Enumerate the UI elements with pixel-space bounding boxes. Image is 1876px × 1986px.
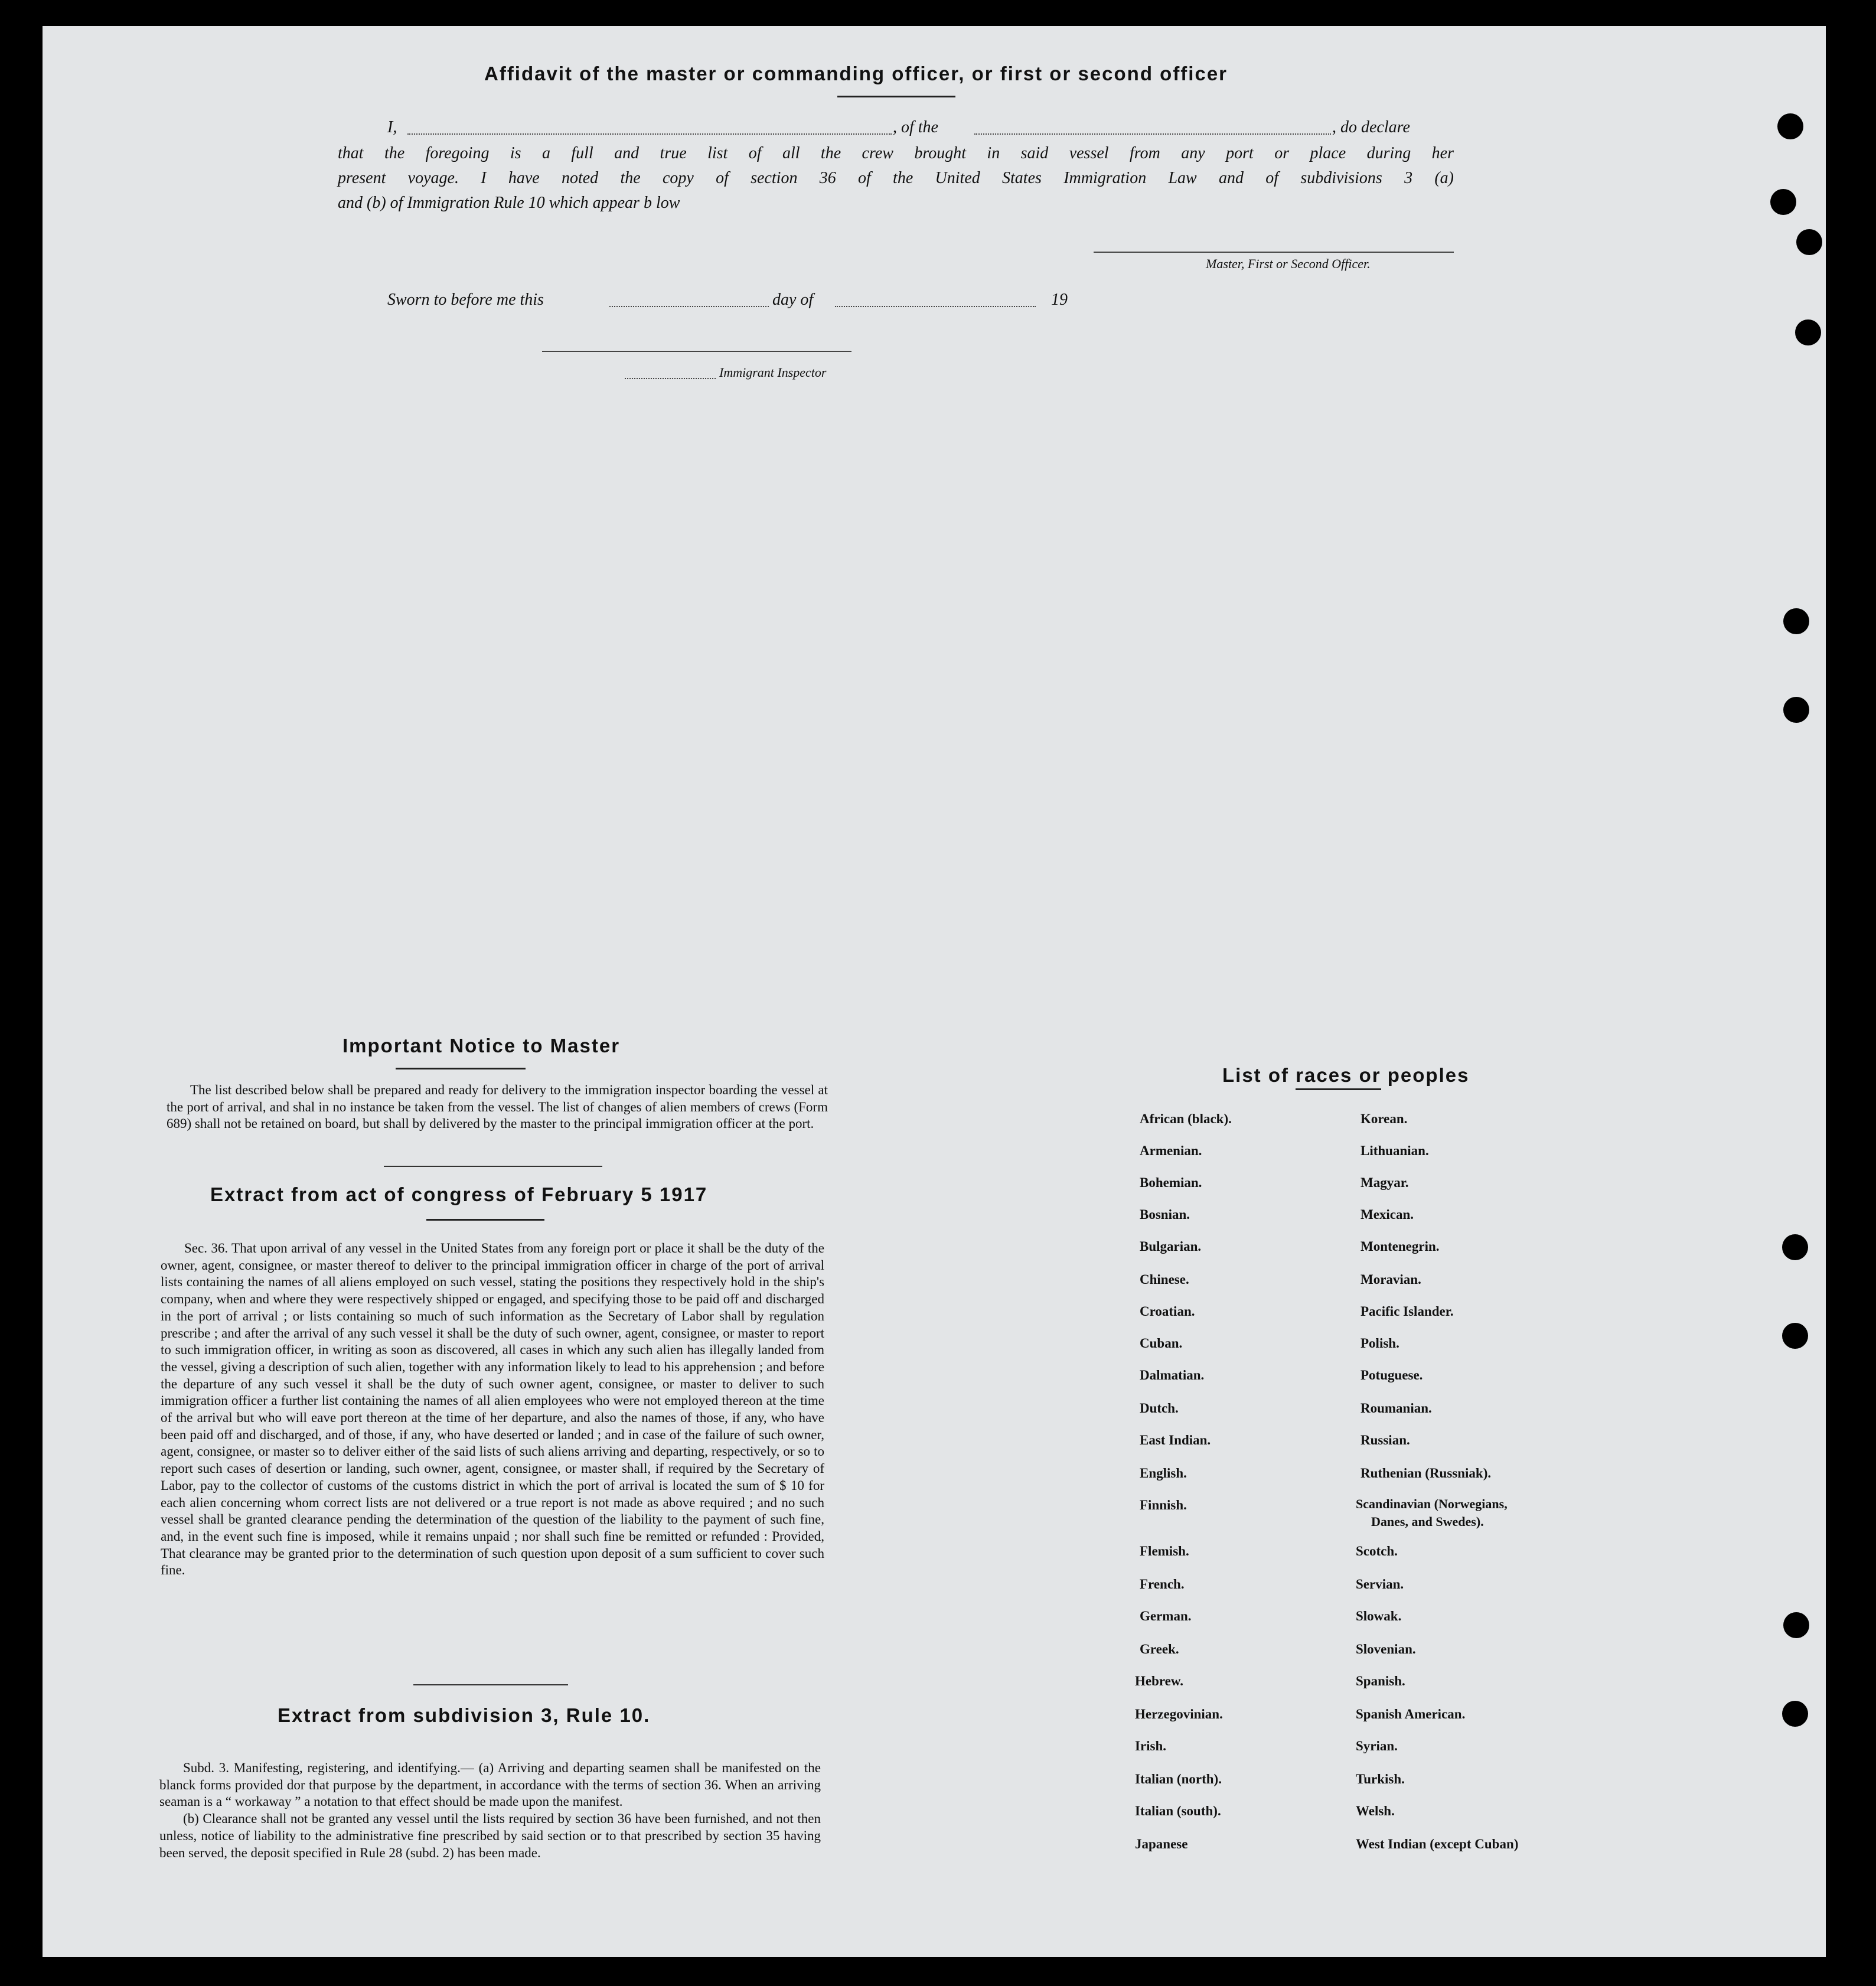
race-item: French. <box>1140 1577 1185 1592</box>
binder-hole-icon <box>1782 1234 1808 1260</box>
sworn-month-fill-line[interactable] <box>835 306 1036 307</box>
races-heading-mid: races or <box>1296 1064 1381 1090</box>
sworn-day-fill-line[interactable] <box>609 306 769 307</box>
name-fill-line[interactable] <box>407 133 892 135</box>
race-item: Hebrew. <box>1135 1674 1183 1688</box>
race-item: Slowak. <box>1356 1609 1402 1623</box>
race-item: Spanish American. <box>1356 1707 1466 1721</box>
section-divider <box>384 1166 602 1167</box>
race-item: Armenian. <box>1140 1143 1202 1158</box>
year-label: 19 <box>1051 291 1068 309</box>
affidavit-heading: Affidavit of the master or commanding officer, or first or second officer <box>484 63 1228 84</box>
race-item: Bulgarian. <box>1140 1239 1202 1254</box>
race-item: East Indian. <box>1140 1433 1211 1447</box>
race-item: Spanish. <box>1356 1674 1405 1688</box>
race-item: Potuguese. <box>1360 1368 1423 1382</box>
race-item: Montenegrin. <box>1360 1239 1440 1254</box>
race-item: Moravian. <box>1360 1272 1421 1287</box>
race-item: African (black). <box>1140 1111 1232 1126</box>
race-item: Welsh. <box>1356 1804 1395 1818</box>
extract-act-heading: Extract from act of congress of February 5 1917 <box>210 1183 708 1205</box>
race-item: English. <box>1140 1466 1187 1480</box>
race-item: Cuban. <box>1140 1336 1183 1351</box>
race-item: Roumanian. <box>1360 1401 1432 1416</box>
race-item: Japanese <box>1135 1837 1188 1851</box>
race-item: Korean. <box>1360 1111 1408 1126</box>
affidavit-text-line: that the foregoing is a full and true list of all the crew brought in said vessel from any port or place during her <box>338 144 1454 162</box>
races-heading <box>1222 1064 1469 1087</box>
heading-divider <box>837 96 955 97</box>
extract-act-text: Sec. 36. That upon arrival of any vessel in the United States from any foreign port or place it shall be the duty of the owner, agent, consignee, or master thereof to deliver to the principal immigration officer in charge of the port of arrival lists containing the names of all aliens employed on such vessel, stating the positions they respectively hold in the ship's company, when and where they were respectively shipped or engaged, and specifying those to be paid off and discharged in the port of arrival ; or lists containing so much of such information as the Secretary of Labor shall by regulation prescribe ; and after the arrival of any such vessel it shall be the duty of such owner, agent, consignee, or master to report to such immigration officer, in writing as soon as discovered, all cases in which any such alien has illegally landed from the vessel, giving a description of such alien, together with any information likely to lead to his apprehension ; and before the departure of any such vessel it shall be the duty of such owner agent, consignee, or master to deliver to such immigration officer a further list containing the names of all alien employees who were not employed thereon at the time of the arrival but who will eave port thereon at the time of her departure, and also the names of those, if any, who have been paid off and discharged, and of those, if any, who have deserted or landed ; and in case of the failure of such owner, agent, consignee, or master so to deliver either of the said lists of such aliens arriving and departing, respectively, or so to report such cases of desertion or landing, such owner, agent, consignee, or master shall, if required by the Secretary of Labor, pay to the collector of customs of the customs district in which the port of arrival is located the sum of $ 10 for each alien concerning whom correct lists are not delivered or a true report is not made as above required ; and no such vessel shall be granted clearance pending the determination of the question of the liability to the payment of such fine, and, in the event such fine is imposed, while it remains unpaid ; nor shall such fine be remitted or refunded : Provided, That clearance may be granted prior to the determination of such question upon deposit of a sum sufficient to cover such fine. <box>161 1241 824 1578</box>
affidavit-i-label: I, <box>387 118 397 136</box>
race-item: Scandinavian (Norwegians, <box>1356 1496 1508 1511</box>
race-item: Turkish. <box>1356 1772 1405 1786</box>
form-page <box>43 26 1826 1957</box>
vessel-fill-line[interactable] <box>974 133 1331 135</box>
race-item: Finnish. <box>1140 1498 1187 1512</box>
race-item: Slovenian. <box>1356 1642 1416 1656</box>
binder-hole-icon <box>1796 229 1822 255</box>
race-item: West Indian (except Cuban) <box>1356 1837 1519 1851</box>
race-item: Irish. <box>1135 1739 1167 1753</box>
notice-text: The list described below shall be prepared and ready for delivery to the immigration inspector boarding the vessel at the port of arrival, and shal in no instance be taken from the vessel. The list of changes of alien members of crews (Form 689) shall not be retained on board, but shall by delivered by the master to the principal immigration officer at the port. <box>167 1082 828 1131</box>
binder-hole-icon <box>1783 608 1809 634</box>
race-item: Magyar. <box>1360 1175 1409 1190</box>
race-item: Bosnian. <box>1140 1207 1190 1222</box>
inspector-signature-line[interactable] <box>542 351 851 352</box>
race-item: Bohemian. <box>1140 1175 1202 1190</box>
race-item: Dutch. <box>1140 1401 1179 1416</box>
race-item: Greek. <box>1140 1642 1179 1656</box>
extract-rule-text: Subd. 3. Manifesting, registering, and identifying.— (a) Arriving and departing seamen shall be manifested on the blanck forms provided dor that purpose by the department, in accordance with the terms of section 36. When an arriving seaman is a “ workaway ” a notation to that effect should be made upon the manifest. (b) Clearance shall not be granted any vessel until the lists required by section 36 have been furnished, and not then unless, notice of liability to the administrative fine prescribed by said section or to that prescribed by section 35 having been served, the deposit specified in Rule 28 (subd. 2) has been made. <box>159 1760 821 1860</box>
inspector-name-fill-line[interactable] <box>625 378 716 379</box>
heading-divider <box>396 1068 526 1069</box>
affidavit-declare-label: , do declare <box>1332 118 1410 136</box>
race-item: Dalmatian. <box>1140 1368 1205 1382</box>
signature-line[interactable] <box>1094 252 1454 253</box>
race-item: Chinese. <box>1140 1272 1189 1287</box>
race-item: Herzegovinian. <box>1135 1707 1223 1721</box>
signature-label: Master, First or Second Officer. <box>1206 256 1371 271</box>
race-item: German. <box>1140 1609 1192 1623</box>
section-divider <box>413 1684 568 1685</box>
race-item: Croatian. <box>1140 1304 1195 1319</box>
binder-hole-icon <box>1782 1701 1808 1727</box>
race-item: Ruthenian (Russniak). <box>1360 1466 1492 1480</box>
affidavit-text-line: and (b) of Immigration Rule 10 which appear b low <box>338 194 680 212</box>
race-item: Servian. <box>1356 1577 1404 1592</box>
affidavit-text-line: present voyage. I have noted the copy of section 36 of the United States Immigration Law and of subdivisions 3 (a) <box>338 169 1454 187</box>
race-item: Russian. <box>1360 1433 1410 1447</box>
races-heading-post: peoples <box>1387 1064 1470 1086</box>
affidavit-of-label: , of the <box>893 118 938 136</box>
race-item: Syrian. <box>1356 1739 1398 1753</box>
race-item: Lithuanian. <box>1360 1143 1429 1158</box>
binder-hole-icon <box>1770 189 1796 215</box>
binder-hole-icon <box>1782 1323 1808 1349</box>
race-item: Mexican. <box>1360 1207 1414 1222</box>
sworn-label: Sworn to before me this <box>387 291 544 309</box>
binder-hole-icon <box>1783 1612 1809 1638</box>
race-item: Polish. <box>1360 1336 1399 1351</box>
race-item: Flemish. <box>1140 1544 1189 1558</box>
race-item: Danes, and Swedes). <box>1371 1514 1484 1529</box>
race-item: Italian (south). <box>1135 1804 1221 1818</box>
binder-hole-icon <box>1795 319 1821 345</box>
extract-rule-heading: Extract from subdivision 3, Rule 10. <box>278 1704 651 1726</box>
day-of-label: day of <box>772 291 814 309</box>
race-item: Pacific Islander. <box>1360 1304 1454 1319</box>
race-item: Scotch. <box>1356 1544 1398 1558</box>
notice-heading: Important Notice to Master <box>342 1035 621 1056</box>
race-item: Italian (north). <box>1135 1772 1222 1786</box>
binder-hole-icon <box>1777 113 1803 139</box>
inspector-label: Immigrant Inspector <box>719 365 827 380</box>
races-heading-pre: List of <box>1222 1064 1289 1086</box>
binder-hole-icon <box>1783 697 1809 723</box>
heading-divider <box>426 1219 544 1221</box>
